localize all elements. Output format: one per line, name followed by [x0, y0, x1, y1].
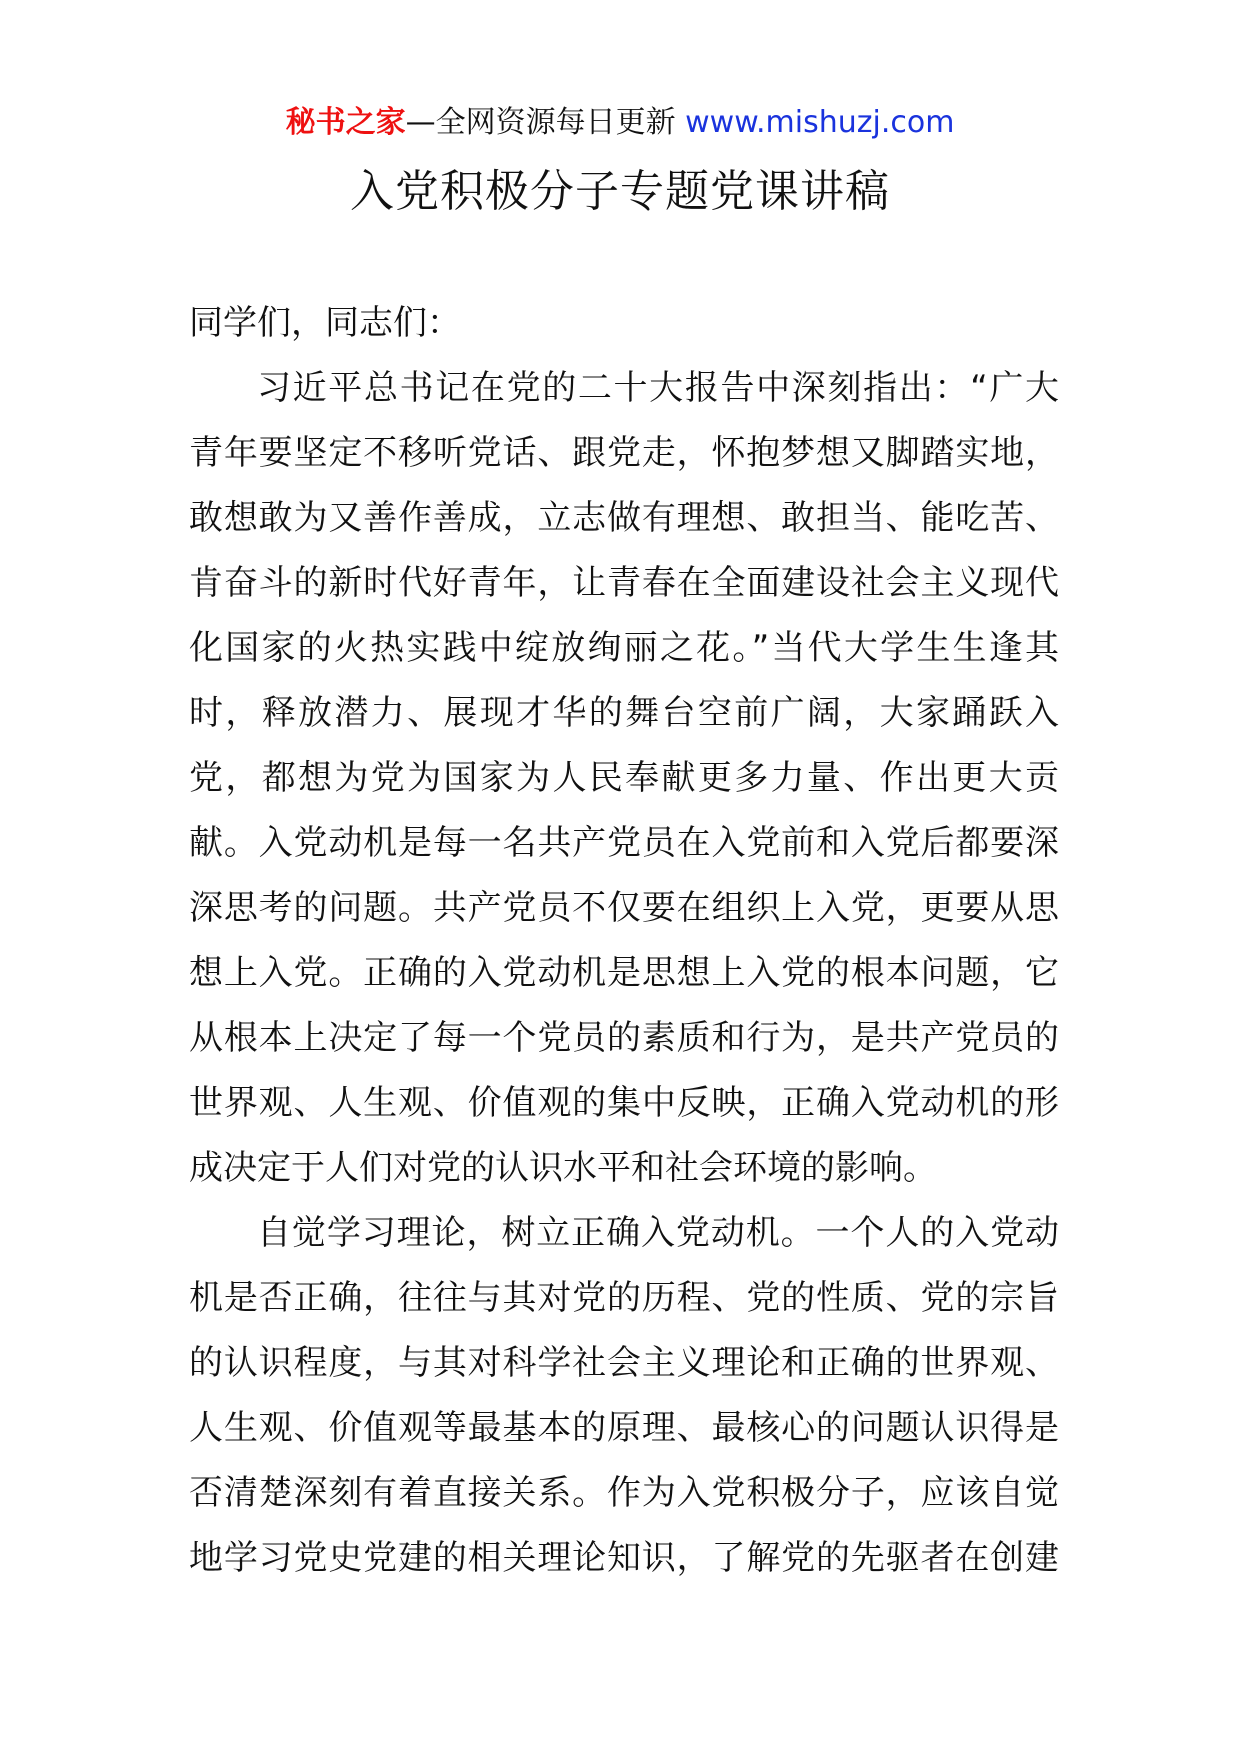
text-line: 否清楚深刻有着直接关系。作为入党积极分子，应该自觉 [189, 1473, 1059, 1513]
text-line: 从根本上决定了每一个党员的素质和行为，是共产党员的 [189, 1018, 1059, 1058]
text-line: 地学习党史党建的相关理论知识，了解党的先驱者在创建 [189, 1538, 1059, 1578]
site-header-banner [0, 100, 1240, 146]
text-line: 世界观、人生观、价值观的集中反映，正确入党动机的形 [189, 1083, 1059, 1123]
document-body [189, 295, 1059, 1595]
text-line: 人生观、价值观等最基本的原理、最核心的问题认识得是 [189, 1408, 1059, 1448]
text-line: 想上入党。正确的入党动机是思想上入党的根本问题，它 [189, 953, 1059, 993]
text-line: 机是否正确，往往与其对党的历程、党的性质、党的宗旨 [189, 1278, 1059, 1318]
text-line: 时，释放潜力、展现才华的舞台空前广阔，大家踊跃入 [189, 693, 1059, 733]
document-title: 入党积极分子专题党课讲稿 [350, 166, 890, 217]
text-line: 习近平总书记在党的二十大报告中深刻指出：“广大 [257, 368, 1059, 408]
text-line: 的认识程度，与其对科学社会主义理论和正确的世界观、 [189, 1343, 1059, 1383]
text-line: 成决定于人们对党的认识水平和社会环境的影响。 [189, 1148, 937, 1188]
header-slogan: —全网资源每日更新 [405, 105, 676, 140]
text-line: 深思考的问题。共产党员不仅要在组织上入党，更要从思 [189, 888, 1059, 928]
text-line: 献。入党动机是每一名共产党员在入党前和入党后都要深 [189, 823, 1059, 863]
text-line: 自觉学习理论，树立正确入党动机。一个人的入党动 [257, 1213, 1059, 1253]
brand-name: 秘书之家 [285, 105, 406, 140]
text-line: 党，都想为党为国家为人民奉献更多力量、作出更大贡 [189, 758, 1059, 798]
text-line: 青年要坚定不移听党话、跟党走，怀抱梦想又脚踏实地， [189, 433, 1059, 473]
text-line: 敢想敢为又善作善成，立志做有理想、敢担当、能吃苦、 [189, 498, 1059, 538]
text-line: 肯奋斗的新时代好青年，让青春在全面建设社会主义现代 [189, 563, 1059, 603]
text-line: 化国家的火热实践中绽放绚丽之花。”当代大学生生逢其 [189, 628, 1059, 668]
site-url-link[interactable]: www.mishuzj.com [685, 105, 955, 140]
paragraph-2 [189, 1205, 1059, 1595]
salutation: 同学们，同志们： [189, 303, 461, 343]
paragraph-1 [189, 360, 1059, 1205]
